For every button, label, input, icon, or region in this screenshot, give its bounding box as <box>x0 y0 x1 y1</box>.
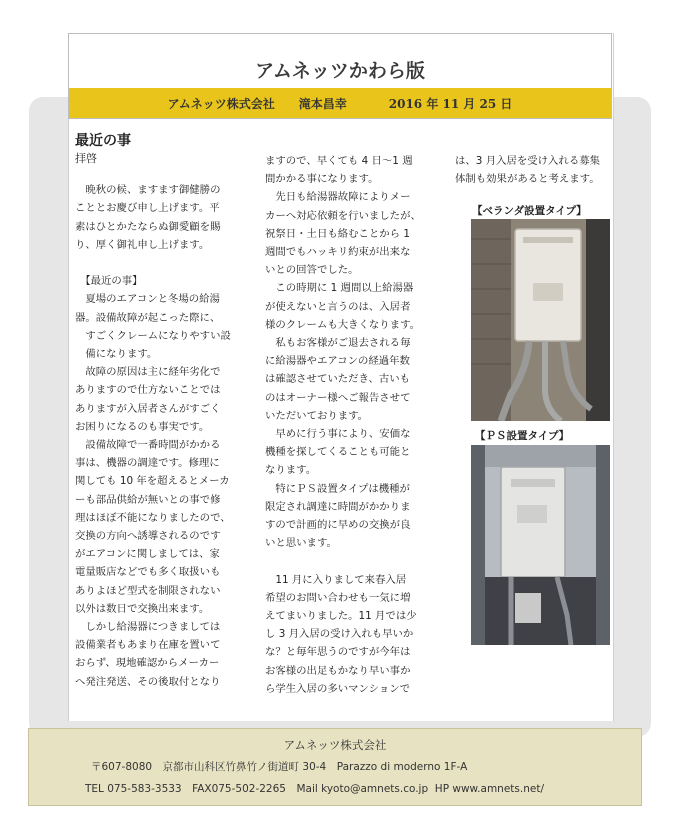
article-line: な？と毎年思うのですが今年は <box>265 646 411 659</box>
article-line: 体制も効果があると考えます。 <box>455 173 600 186</box>
article-line: 晩秋の候、ますます御健勝の <box>75 184 221 197</box>
article-line: のはオーナー様へご報告させて <box>265 391 411 404</box>
article-line: が使えないと言うのは、入居者 <box>265 300 411 313</box>
article-line: なります。 <box>265 464 317 477</box>
article-line: 11 月に入りまして来春入居 <box>265 573 407 586</box>
byline-company: アムネッツ株式会社 <box>167 96 275 111</box>
newsletter-title: アムネッツかわら版 <box>255 60 425 82</box>
article-line: カーへ対応依頼を行いましたが、 <box>265 209 421 222</box>
article-line: お客様の出足もかなり早い事か <box>265 664 411 677</box>
article-line: 電量販店などでも多く取扱いも <box>75 566 221 579</box>
veranda-photo-label: 【ベランダ設置タイプ】 <box>472 205 587 217</box>
article-line: は、3 月入居を受け入れる募集 <box>455 155 600 167</box>
article-line: 理はほぼ不能になりましたので、 <box>75 511 231 524</box>
article-line: 私もお客様がご退去される毎 <box>265 337 411 350</box>
article-line: 交換の方向へ誘導されるのです <box>75 530 221 543</box>
article-line: 素はひとかたならぬ御愛顧を賜 <box>75 220 221 233</box>
article-line: 早めに行う事により、安価な <box>265 428 411 441</box>
article-line: 特にＰＳ設置タイプは機種が <box>265 482 410 495</box>
article-line: 週間でもハッキリ約束が出来な <box>265 246 411 259</box>
article-line: お困りになるのも事実です。 <box>75 420 210 433</box>
article-line: 希望のお問い合わせも一気に増 <box>265 591 411 604</box>
greeting: 拝啓 <box>75 152 97 165</box>
article-line: こととお慶び申し上げます。平 <box>75 202 220 215</box>
article-line: この時期に 1 週間以上給湯器 <box>265 282 414 295</box>
article-line: 様のクレームも大きくなります。 <box>265 318 421 331</box>
ps-photo-label: 【ＰＳ設置タイプ】 <box>475 430 570 442</box>
article-column-1 <box>75 163 250 691</box>
article-line: 設備業者もあまり在庫を置いて <box>75 639 221 652</box>
section-title: 最近の事 <box>75 133 131 149</box>
article-line: 故障の原因は主に経年劣化で <box>75 366 221 379</box>
article-line <box>75 163 250 181</box>
article-line: ありますので仕方ないことでは <box>75 384 221 397</box>
article-line: がエアコンに関しましては、家 <box>75 548 220 561</box>
article-line: すごくクレームになりやすい設 <box>75 329 231 342</box>
article-line: いただいております。 <box>265 409 369 422</box>
footer <box>28 728 642 806</box>
article-line: 設備故障で一番時間がかかる <box>75 439 221 452</box>
footer-contact: TEL 075-583-3533 FAX075-502-2265 Mail kyoto@amnets.co.jp HP www.amnets.net/ <box>85 783 544 795</box>
article-line: 限定され調達に時間がかかりま <box>265 500 411 513</box>
article-column-3 <box>455 152 620 188</box>
article-line: おらず、現地確認からメーカー <box>75 657 220 670</box>
article-line: すので計画的に早めの交換が良 <box>265 519 411 532</box>
article-line: 器。設備故障が起こった際に、 <box>75 311 221 324</box>
article-column-2 <box>265 152 445 698</box>
byline-date: 2016 年 11 月 25 日 <box>388 96 513 111</box>
veranda-water-heater-photo <box>471 219 610 421</box>
article-line <box>75 254 250 272</box>
article-line: 以外は数日で交換出来ます。 <box>75 602 210 615</box>
article-line: ーも部品供給が無いとの事で修 <box>75 493 221 506</box>
article-line: いと思います。 <box>265 537 337 550</box>
article-line: ますので、早くても 4 日～1 週 <box>265 155 413 167</box>
article-line: ありますが入居者さんがすごく <box>75 402 221 415</box>
masthead <box>68 33 612 119</box>
article-line: 先日も給湯器故障によりメー <box>265 191 411 204</box>
article-line: に給湯器やエアコンの経過年数 <box>265 355 410 368</box>
article-line: り、厚く御礼申し上げます。 <box>75 238 210 251</box>
article-line: 備になります。 <box>75 348 158 361</box>
article-line: 【最近の事】 <box>75 275 143 288</box>
article-line: は確認させていただき、古いも <box>265 373 411 386</box>
article-line: し 3 月入居の受け入れも早いか <box>265 628 414 641</box>
article-line: ら学生入居の多いマンションで <box>265 682 410 695</box>
byline-bar <box>69 88 611 118</box>
article-line: 間かかる事になります。 <box>265 173 379 186</box>
article-line: 祝祭日・土日も絡むことから 1 <box>265 227 410 240</box>
article-line <box>265 552 445 570</box>
article-line: えてまいりました。11 月では少 <box>265 610 417 623</box>
article-line: しかし給湯器につきましては <box>75 621 221 634</box>
ps-water-heater-photo <box>471 445 610 645</box>
article-line: 夏場のエアコンと冬場の給湯 <box>75 293 220 306</box>
article-line: いとの回答でした。 <box>265 264 359 277</box>
byline-author: 滝本昌幸 <box>298 96 347 111</box>
footer-address: 〒607-8080 京都市山科区竹鼻竹ノ街道町 30-4 Parazzo di moderno 1F-A <box>91 761 468 773</box>
article-line: 機種を探してくることも可能と <box>265 446 411 459</box>
article-line: 関しても 10 年を超えるとメーカ <box>75 475 230 488</box>
article-line: 事は、機器の調達です。修理に <box>75 457 220 470</box>
article-line: ありよほど型式を制限されない <box>75 584 221 597</box>
footer-company: アムネッツ株式会社 <box>283 738 387 752</box>
article-line: へ発注発送、その後取付となり <box>75 675 221 688</box>
